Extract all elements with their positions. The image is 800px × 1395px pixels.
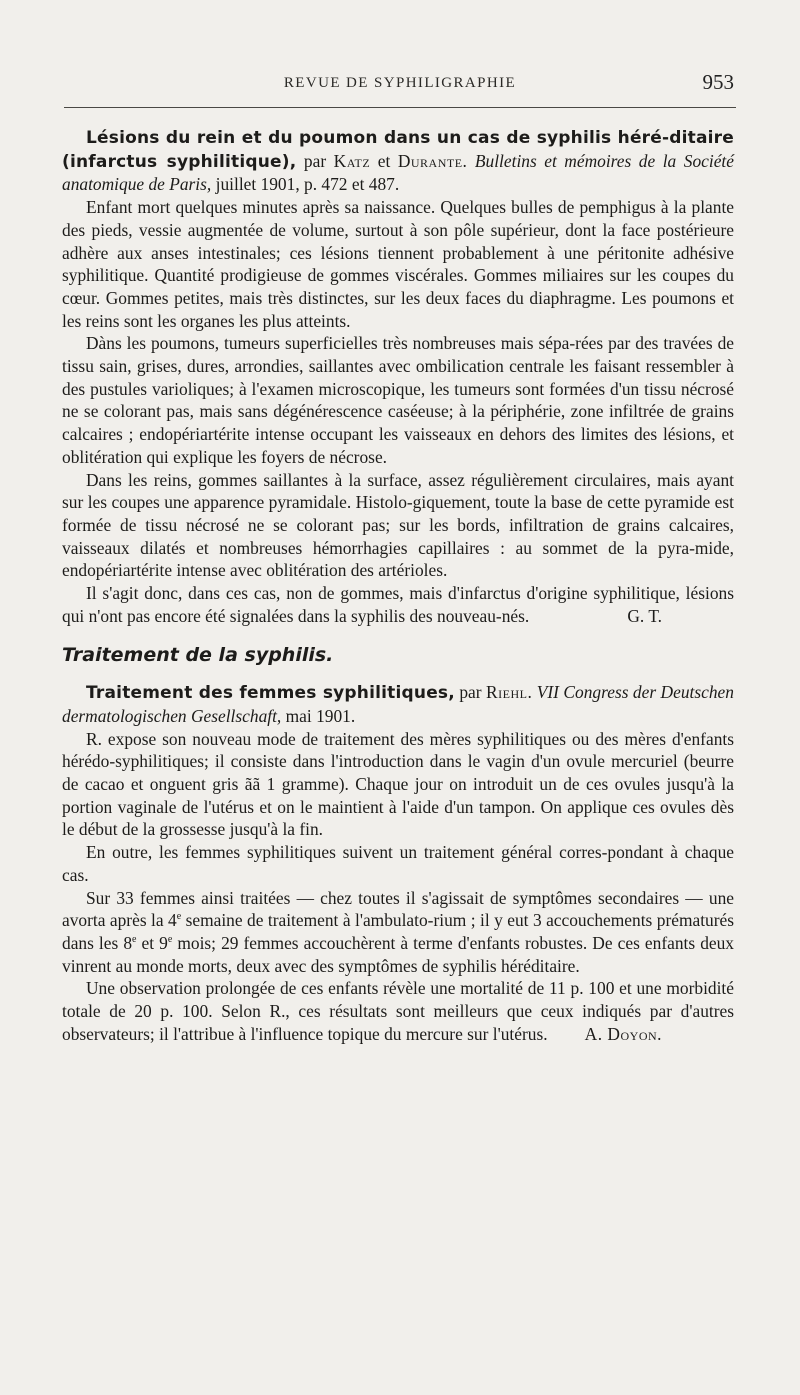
article-2-author: Riehl. [486, 682, 533, 703]
article-1-signature: G. T. [627, 605, 662, 626]
article-1-paragraph-3: Dans les reins, gommes saillantes à la surface, assez régulièrement circulaires, mais ayant sur les coupes une apparence pyramidale. Histolo-giquement, toute la base de cette pyramide est formée de tissu nécrosé ne se colorant pas; sur les bords, infiltration de grains calcaires, vaisseaux dilatés et nombreuses hémorrhagies capillaires : au sommet de la pyra-mide, endopériartérite intense avec oblitération des artérioles. [62, 469, 734, 581]
article-1-and: et [377, 150, 391, 171]
article-2-by: par [459, 682, 482, 703]
article-2-paragraph-3-part-b: semaine de traitement à l'ambulato-rium ; il y eut 3 accouchements prématurés dans les 8 [62, 910, 734, 953]
article-2-paragraph-3-part-a: Sur 33 femmes ainsi traitées — chez toutes il s'agissait de symptômes secondaires — une avorta après la 4 [62, 887, 734, 931]
article-2-title: Traitement des femmes syphilitiques, [86, 683, 455, 704]
page-body [62, 126, 734, 1045]
article-2-paragraph-2: En outre, les femmes syphilitiques suivent un traitement général corres-pondant à chaque cas. [62, 842, 734, 885]
ordinal-superscript: e [132, 934, 137, 946]
article-1-paragraph-1: Enfant mort quelques minutes après sa naissance. Quelques bulles de pemphigus à la plante des pieds, vessie augmentée de volume, surtout à son pôle supérieur, dont la face postérieure adhère aux anses intestinales; ces lésions tiennent probablement à une péritonite adhésive syphilitique. Quantité prodigieuse de gommes viscérales. Gommes miliaires sur les coupes du cœur. Gommes petites, mais très distinctes, sur les deux faces du diaphragme. Les poumons et les reins sont les organes les plus atteints. [62, 197, 734, 331]
article-2-paragraph-3-part-d: mois; 29 femmes accouchèrent à terme d'enfants robustes. De ces enfants deux vinrent au monde morts, deux avec des symptômes de syphilis héréditaire. [62, 932, 734, 976]
article-1-journal: Bulletins et mémoires de la Société anatomique de Paris, [62, 150, 734, 195]
article-2-paragraph-3 [62, 887, 734, 978]
ordinal-superscript: e [176, 911, 182, 923]
article-2-signature: A. Doyon. [584, 1023, 662, 1044]
article-2-paragraph-4-text: Une observation prolongée de ces enfants révèle une mortalité de 11 p. 100 et une morbidité totale de 20 p. 100. Selon R., ces résultats sont meilleurs que ceux indiqués par d'autres observateurs; il l'attribue à l'influence topique du mercure sur l'utérus. [62, 978, 734, 1044]
article-1-heading [62, 126, 734, 196]
article-1-paragraph-4-text: Il s'agit donc, dans ces cas, non de gommes, mais d'infarctus d'origine syphilitique, lésions qui n'ont pas encore été signalées dans la syphilis des nouveau-nés. [62, 583, 734, 626]
article-2-paragraph-1: R. expose son nouveau mode de traitement des mères syphilitiques ou des mères d'enfants hérédo-syphilitiques; il consiste dans l'introduction dans le vagin d'un ovule mercuriel (beurre de cacao et onguent gris ãã 1 gramme). Chaque jour on introduit un de ces ovules jusqu'à la portion vaginale de l'utérus et on le maintient à l'aide d'un tampon. On applique ces ovules dès le début de la grossesse jusqu'à la fin. [62, 728, 734, 840]
article-1-title: Lésions du rein et du poumon dans un cas de syphilis héré-ditaire (infarctus syphilitique), [62, 128, 734, 172]
article-2-paragraph-3-part-c: et 9 [136, 932, 168, 953]
page-number: 953 [702, 70, 734, 94]
page-header [64, 72, 736, 102]
article-1-paragraph-2: Dàns les poumons, tumeurs superficielles très nombreuses mais sépa-rées par des travées de tissu sain, grises, dures, arrondies, saillantes avec ombilication centrale les faisant ressembler à des pustules varioliques; à l'examen microscopique, les tumeurs sont formées d'un tissu nécrosé ne se colorant pas, mais sans dégénérescence caséeuse; à la périphérie, zone infiltrée de grains calcaires ; endopériartérite intense occupant les vaisseaux en dehors des limites des lésions, et oblitération qui explique les foyers de nécrose. [62, 333, 734, 467]
article-2-journal: VII Congress der Deutschen dermatologischen Gesellschaft, [62, 682, 734, 726]
running-title: REVUE DE SYPHILIGRAPHIE [283, 75, 517, 91]
article-1-author-1: Katz [333, 150, 371, 171]
article-2-citation: mai 1901. [285, 705, 356, 726]
section-title: Traitement de la syphilis. [62, 644, 334, 667]
article-1-paragraph-4 [62, 582, 734, 627]
header-rule [64, 107, 736, 108]
article-1-by: par [303, 150, 327, 171]
article-2-heading [62, 681, 734, 727]
article-1-author-2: Durante. [397, 150, 468, 171]
ordinal-superscript: e [167, 934, 173, 946]
article-2-paragraph-4 [62, 977, 734, 1045]
article-1-citation: juillet 1901, p. 472 et 487. [215, 174, 400, 195]
